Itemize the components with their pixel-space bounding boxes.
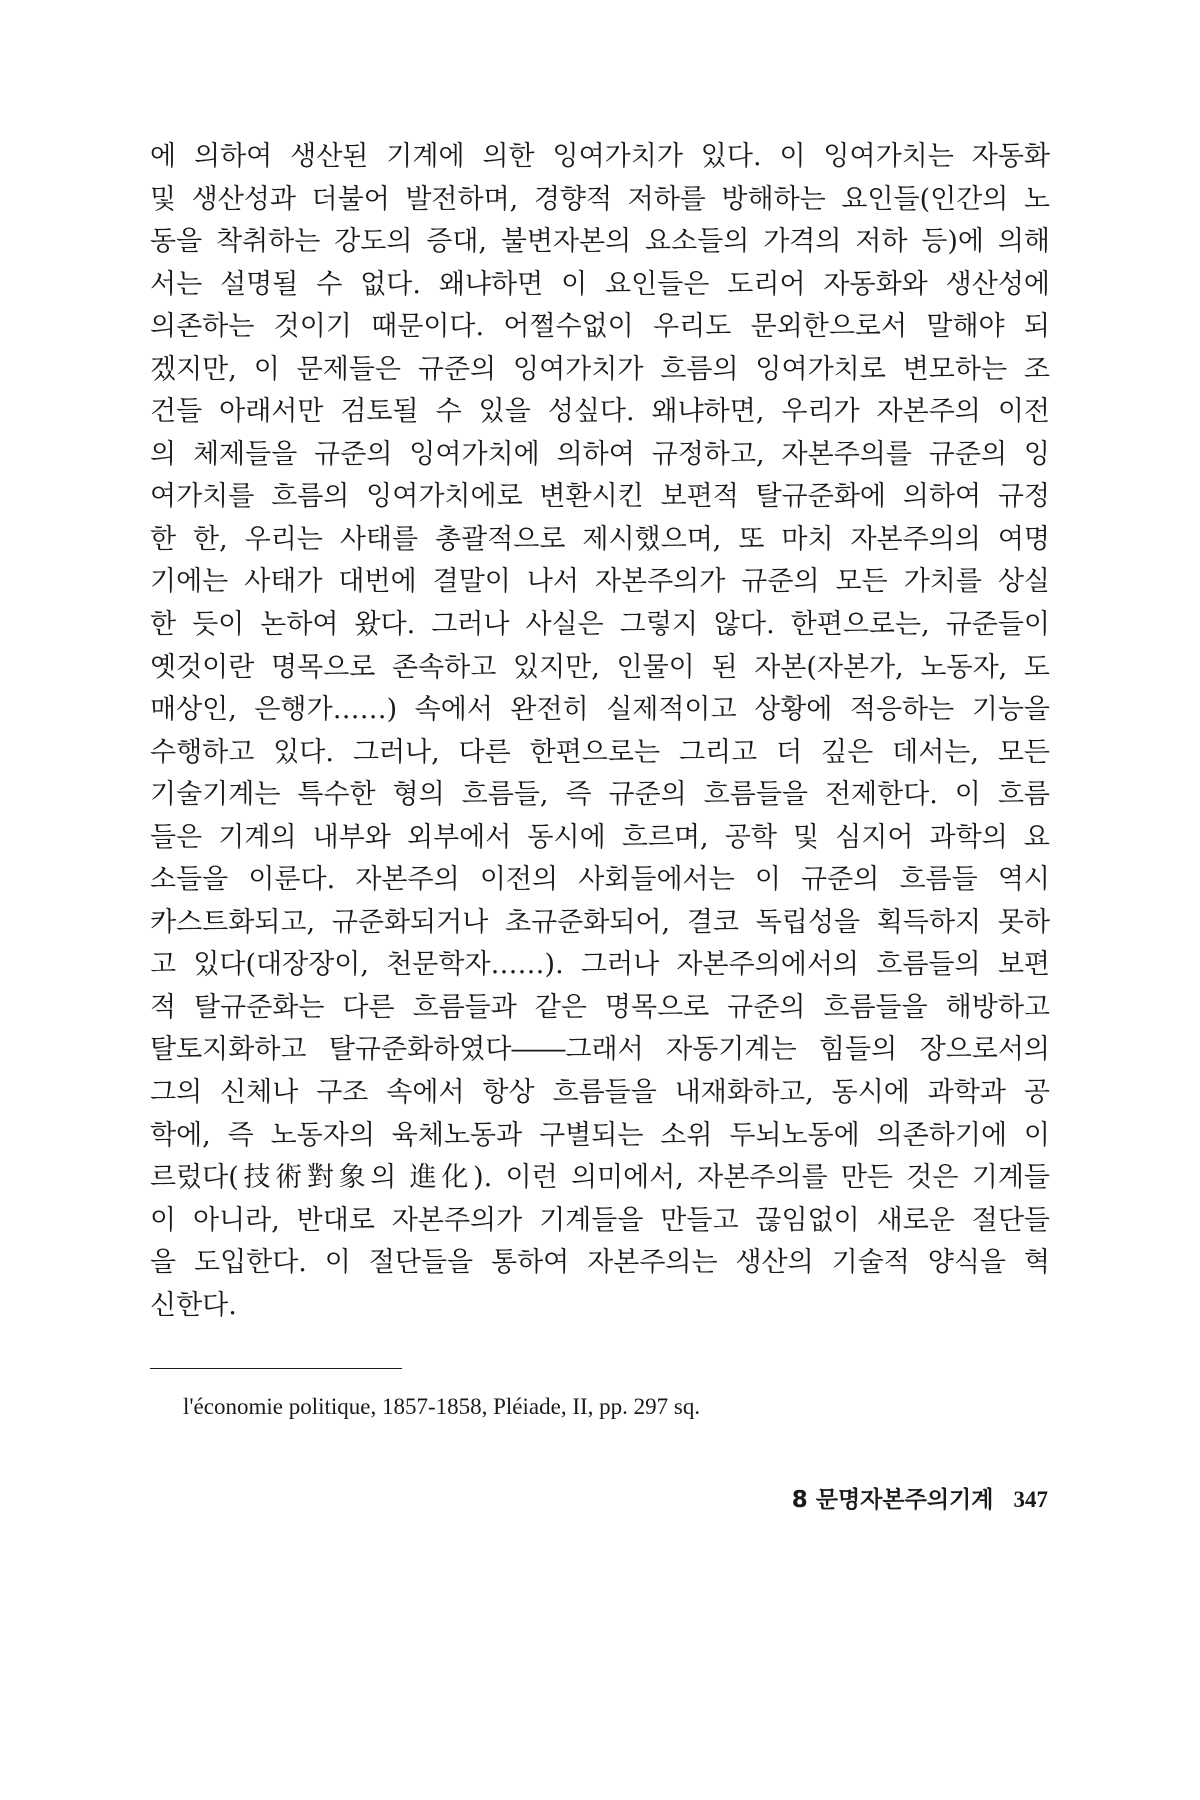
page-number: 347 [1013,1487,1048,1512]
text-line: 건들 아래서만 검토될 수 있을 성싶다. 왜냐하면, 우리가 자본주의 이전 [150,396,1050,428]
text-line: 탈토지화하고 탈규준화하였다――그래서 자동기계는 힘들의 장으로서의 [150,1034,1050,1066]
text-line: 기술기계는 특수한 형의 흐름들, 즉 규준의 흐름들을 전제한다. 이 흐름 [150,779,1050,811]
text-line: 서는 설명될 수 없다. 왜냐하면 이 요인들은 도리어 자동화와 생산성에 [150,268,1050,300]
text-line: 에 의하여 생산된 기계에 의한 잉여가치가 있다. 이 잉여가치는 자동화 [150,141,1050,172]
text-line: 의존하는 것이기 때문이다. 어쩔수없이 우리도 문외한으로서 말해야 되 [150,311,1050,343]
text-line: 겠지만, 이 문제들은 규준의 잉여가치가 흐름의 잉여가치로 변모하는 조 [150,353,1050,385]
footnote: l'économie politique, 1857-1858, Pléiade, II, pp. 297 sq. [183,1394,701,1419]
text-line: 매상인, 은행가……) 속에서 완전히 실제적이고 상황에 적응하는 기능을 [150,694,1050,726]
text-line: 및 생산성과 더불어 발전하며, 경향적 저하를 방해하는 요인들(인간의 노 [150,183,1050,215]
footnote-divider [150,1368,402,1369]
text-line: 의 체제들을 규준의 잉여가치에 의하여 규정하고, 자본주의를 규준의 잉 [150,438,1050,470]
text-line: 학에, 즉 노동자의 육체노동과 구별되는 소위 두뇌노동에 의존하기에 이 [150,1119,1050,1151]
text-line: 고 있다(대장장이, 천문학자……). 그러나 자본주의에서의 흐름들의 보편 [150,949,1050,981]
text-line: 신한다. [150,1289,237,1321]
text-line: 동을 착취하는 강도의 증대, 불변자본의 요소들의 가격의 저하 등)에 의해 [150,226,1050,258]
text-line: 그의 신체나 구조 속에서 항상 흐름들을 내재화하고, 동시에 과학과 공 [150,1077,1050,1109]
text-line: 이 아니라, 반대로 자본주의가 기계들을 만들고 끊임없이 새로운 절단들 [150,1204,1050,1236]
body-text [150,136,1050,1327]
text-line: 소들을 이룬다. 자본주의 이전의 사회들에서는 이 규준의 흐름들 역시 [150,864,1050,896]
text-line: 기에는 사태가 대번에 결말이 나서 자본주의가 규준의 모든 가치를 상실 [150,566,1050,598]
text-line: 수행하고 있다. 그러나, 다른 한편으로는 그리고 더 깊은 데서는, 모든 [150,736,1050,768]
chapter-title: 8 문명자본주의기계 [791,1487,994,1513]
text-line: 한 듯이 논하여 왔다. 그러나 사실은 그렇지 않다. 한편으로는, 규준들이 [150,609,1050,641]
text-line: 적 탈규준화는 다른 흐름들과 같은 명목으로 규준의 흐름들을 해방하고 [150,991,1050,1023]
text-line: 옛것이란 명목으로 존속하고 있지만, 인물이 된 자본(자본가, 노동자, 도 [150,651,1050,683]
text-line: 들은 기계의 내부와 외부에서 동시에 흐르며, 공학 및 심지어 과학의 요 [150,821,1050,853]
text-line: 한 한, 우리는 사태를 총괄적으로 제시했으며, 또 마치 자본주의의 여명 [150,523,1050,555]
text-line: 카스트화되고, 규준화되거나 초규준화되어, 결코 독립성을 획득하지 못하 [150,906,1050,938]
text-line: 르렀다(技術對象의 進化). 이런 의미에서, 자본주의를 만든 것은 기계들 [150,1162,1050,1194]
running-footer [792,1485,1048,1515]
text-line: 여가치를 흐름의 잉여가치에로 변환시킨 보편적 탈규준화에 의하여 규정 [150,481,1050,513]
text-line: 을 도입한다. 이 절단들을 통하여 자본주의는 생산의 기술적 양식을 혁 [150,1247,1050,1279]
